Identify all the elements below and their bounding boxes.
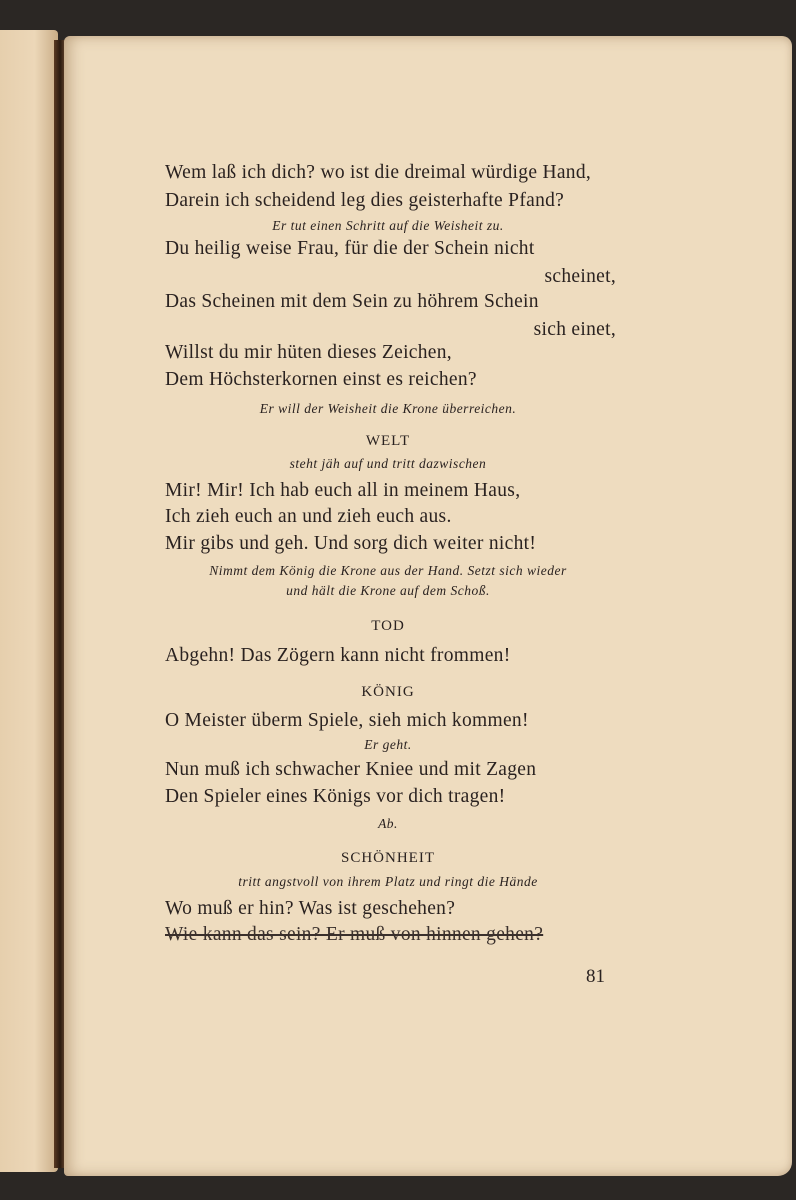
verse-line: Wo muß er hin? Was ist geschehen? [165,898,456,919]
verse-line: Abgehn! Das Zögern kann nicht frommen! [165,645,511,666]
verse-line: Du heilig weise Frau, für die der Schein nicht [165,238,535,259]
left-page-edge [0,30,58,1172]
verse-line: Wem laß ich dich? wo ist die dreimal würdige Hand, [165,162,592,183]
verse-line: Darein ich scheidend leg dies geisterhafte Pfand? [165,190,565,211]
stage-direction: tritt angstvoll von ihrem Platz und ringt die Hände [238,874,538,889]
page-number: 81 [586,966,605,987]
verse-line: Den Spieler eines Königs vor dich tragen! [165,786,506,807]
stage-direction: Er will der Weisheit die Krone überreichen. [259,401,517,416]
speaker-name: SCHÖNHEIT [341,850,435,866]
verse-line: Dem Höchsterkornen einst es reichen? [165,369,477,390]
verse-line: Mir gibs und geh. Und sorg dich weiter nicht! [165,533,537,554]
stage-direction: und hält die Krone auf dem Schoß. [286,583,490,598]
verse-line: Das Scheinen mit dem Sein zu höhrem Schein [165,291,539,312]
struck-verse-line: Wie kann das sein? Er muß von hinnen gehen? [165,924,544,945]
speaker-name: WELT [365,433,411,449]
speaker-name: TOD [371,618,405,634]
stage-direction: Ab. [378,816,398,831]
stage-direction: Nimmt dem König die Krone aus der Hand. Setzt sich wieder [209,563,567,578]
speaker-name: KÖNIG [361,684,415,700]
verse-line: Willst du mir hüten dieses Zeichen, [165,342,452,363]
verse-line-continuation: scheinet, [544,266,616,287]
verse-line: Ich zieh euch an und zieh euch aus. [165,506,452,527]
stage-direction: Er tut einen Schritt auf die Weisheit zu. [272,218,504,233]
verse-line-continuation: sich einet, [533,319,616,340]
stage-direction: steht jäh auf und tritt dazwischen [289,456,487,471]
verse-line: Mir! Mir! Ich hab euch all in meinem Haus, [165,480,521,501]
stage-direction: Er geht. [364,737,412,752]
verse-line: Nun muß ich schwacher Kniee und mit Zagen [165,759,537,780]
verse-line: O Meister überm Spiele, sieh mich kommen! [165,710,529,731]
